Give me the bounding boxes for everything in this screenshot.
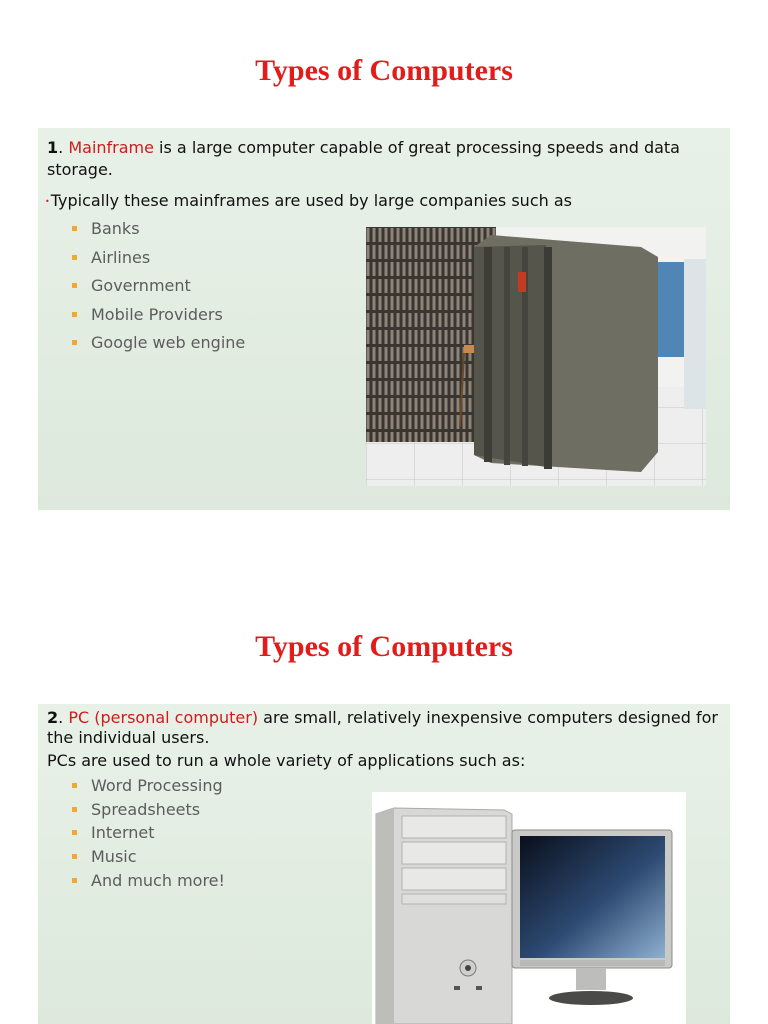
usage-text: Typically these mainframes are used by large companies such as [50, 191, 572, 210]
list-item: Word Processing [70, 774, 225, 798]
list-item: Mobile Providers [70, 302, 245, 331]
list-item: And much more! [70, 869, 225, 893]
slide-1-bullet-list [70, 216, 245, 359]
term-mainframe: Mainframe [68, 138, 154, 157]
desktop-pc-illustration [372, 792, 686, 1024]
mainframe-illustration [366, 227, 706, 486]
slide-1-title: Types of Computers [255, 54, 513, 87]
slide-1-definition: 1. Mainframe is a large computer capable of great processing speeds and data storage. [47, 138, 680, 179]
list-item: Google web engine [70, 330, 245, 359]
list-item: Internet [70, 821, 225, 845]
slide-2-definition: 2. PC (personal computer) are small, relatively inexpensive computers designed for the individual users. [47, 708, 718, 747]
definition-text: is a large computer capable of great processing speeds and data storage. [47, 138, 680, 179]
list-item: Airlines [70, 245, 245, 274]
definition-text: are small, relatively inexpensive computers designed for the individual users. [47, 708, 718, 747]
list-item: Music [70, 845, 225, 869]
item-number: 2 [47, 708, 59, 727]
slide-2-usage [47, 750, 707, 772]
term-pc-full: (personal computer) [89, 708, 259, 727]
mainframe-photo [366, 227, 706, 486]
slide-2-title: Types of Computers [255, 630, 513, 663]
item-number: 1 [47, 138, 59, 157]
usage-bullet: • [45, 196, 50, 206]
list-item: Government [70, 273, 245, 302]
desktop-pc-photo [372, 792, 686, 1024]
list-item: Spreadsheets [70, 798, 225, 822]
slide-2-bullet-list [70, 774, 225, 892]
list-item: Banks [70, 216, 245, 245]
usage-text: PCs are used to run a whole variety of applications such as: [47, 751, 526, 770]
slide-1-usage [45, 190, 705, 213]
term-pc: PC [68, 708, 90, 727]
